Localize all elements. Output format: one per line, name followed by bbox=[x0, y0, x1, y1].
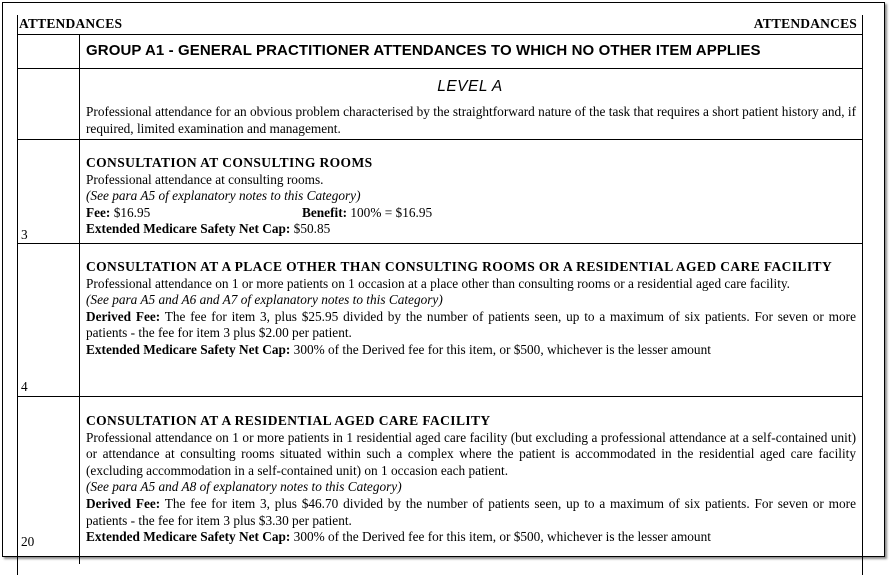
item-block bbox=[86, 413, 856, 546]
cap-line bbox=[86, 529, 856, 546]
row-rule bbox=[17, 139, 862, 140]
item-note: (See para A5 and A6 and A7 of explanatory notes to this Category) bbox=[86, 292, 443, 308]
item-heading: CONSULTATION AT CONSULTING ROOMS bbox=[86, 155, 373, 170]
level-title: LEVEL A bbox=[437, 78, 503, 95]
cap-label: Extended Medicare Safety Net Cap: bbox=[86, 341, 291, 357]
fee-line bbox=[86, 205, 856, 222]
cap-line bbox=[86, 342, 856, 359]
item-block bbox=[86, 259, 856, 359]
item-number: 4 bbox=[21, 379, 28, 394]
derived-fee-label: Derived Fee: bbox=[86, 495, 161, 511]
derived-fee-line bbox=[86, 309, 856, 342]
cap-line bbox=[86, 221, 856, 238]
row-rule bbox=[17, 243, 862, 244]
derived-fee-value: The fee for item 3, plus $25.95 divided by the number of patients seen, up to a maximum of six patients. For seven or more patients - the fee for item 3 plus $2.00 per patient. bbox=[86, 308, 856, 341]
item-heading: CONSULTATION AT A RESIDENTIAL AGED CARE FACILITY bbox=[86, 413, 491, 428]
fee-label: Fee: bbox=[86, 204, 111, 220]
item-description: Professional attendance on 1 or more patients on 1 occasion at a place other than consulting rooms or a residential aged care facility. bbox=[86, 275, 790, 291]
cap-value: $50.85 bbox=[293, 221, 331, 237]
column-divider bbox=[79, 34, 80, 564]
item-description: Professional attendance on 1 or more patients in 1 residential aged care facility (but excluding a professional attendance at a self-contained unit) or attendance at consulting rooms situated within such a complex where the patient is accommodated in the residential aged care facility (excluding accommodation in a self-contained unit) on 1 occasion each patient. bbox=[86, 429, 856, 478]
derived-fee-value: The fee for item 3, plus $46.70 divided by the number of patients seen, up to a maximum of six patients. For seven or more patients - the fee for item 3 plus $3.30 per patient. bbox=[86, 495, 856, 528]
level-description: Professional attendance for an obvious problem characterised by the straightforward nature of the task that requires a short patient history and, if required, limited examination and management. bbox=[86, 104, 856, 136]
header-right: ATTENDANCES bbox=[753, 16, 857, 31]
derived-fee-line bbox=[86, 496, 856, 529]
page-header bbox=[19, 16, 857, 32]
item-number: 3 bbox=[21, 227, 28, 242]
header-left: ATTENDANCES bbox=[19, 16, 123, 31]
item-number: 20 bbox=[21, 534, 35, 549]
cap-label: Extended Medicare Safety Net Cap: bbox=[86, 529, 291, 545]
item-heading: CONSULTATION AT A PLACE OTHER THAN CONSULTING ROOMS OR A RESIDENTIAL AGED CARE FACILITY bbox=[86, 259, 833, 274]
fee-value: $16.95 bbox=[113, 204, 151, 220]
cap-value: 300% of the Derived fee for this item, or $500, whichever is the lesser amount bbox=[293, 529, 711, 545]
group-title: GROUP A1 - GENERAL PRACTITIONER ATTENDANCES TO WHICH NO OTHER ITEM APPLIES bbox=[86, 42, 761, 59]
derived-fee-label: Derived Fee: bbox=[86, 308, 161, 324]
item-note: (See para A5 of explanatory notes to this Category) bbox=[86, 188, 361, 204]
benefit bbox=[302, 205, 432, 222]
benefit-value: 100% = $16.95 bbox=[350, 204, 433, 220]
cap-label: Extended Medicare Safety Net Cap: bbox=[86, 221, 291, 237]
cap-value: 300% of the Derived fee for this item, or $500, whichever is the lesser amount bbox=[293, 341, 711, 357]
item-description: Professional attendance at consulting rooms. bbox=[86, 171, 324, 187]
benefit-label: Benefit: bbox=[302, 204, 348, 220]
item-note: (See para A5 and A8 of explanatory notes to this Category) bbox=[86, 479, 402, 495]
header-rule bbox=[17, 34, 862, 35]
row-rule bbox=[17, 396, 862, 397]
item-block bbox=[86, 155, 856, 238]
row-rule bbox=[17, 68, 862, 69]
